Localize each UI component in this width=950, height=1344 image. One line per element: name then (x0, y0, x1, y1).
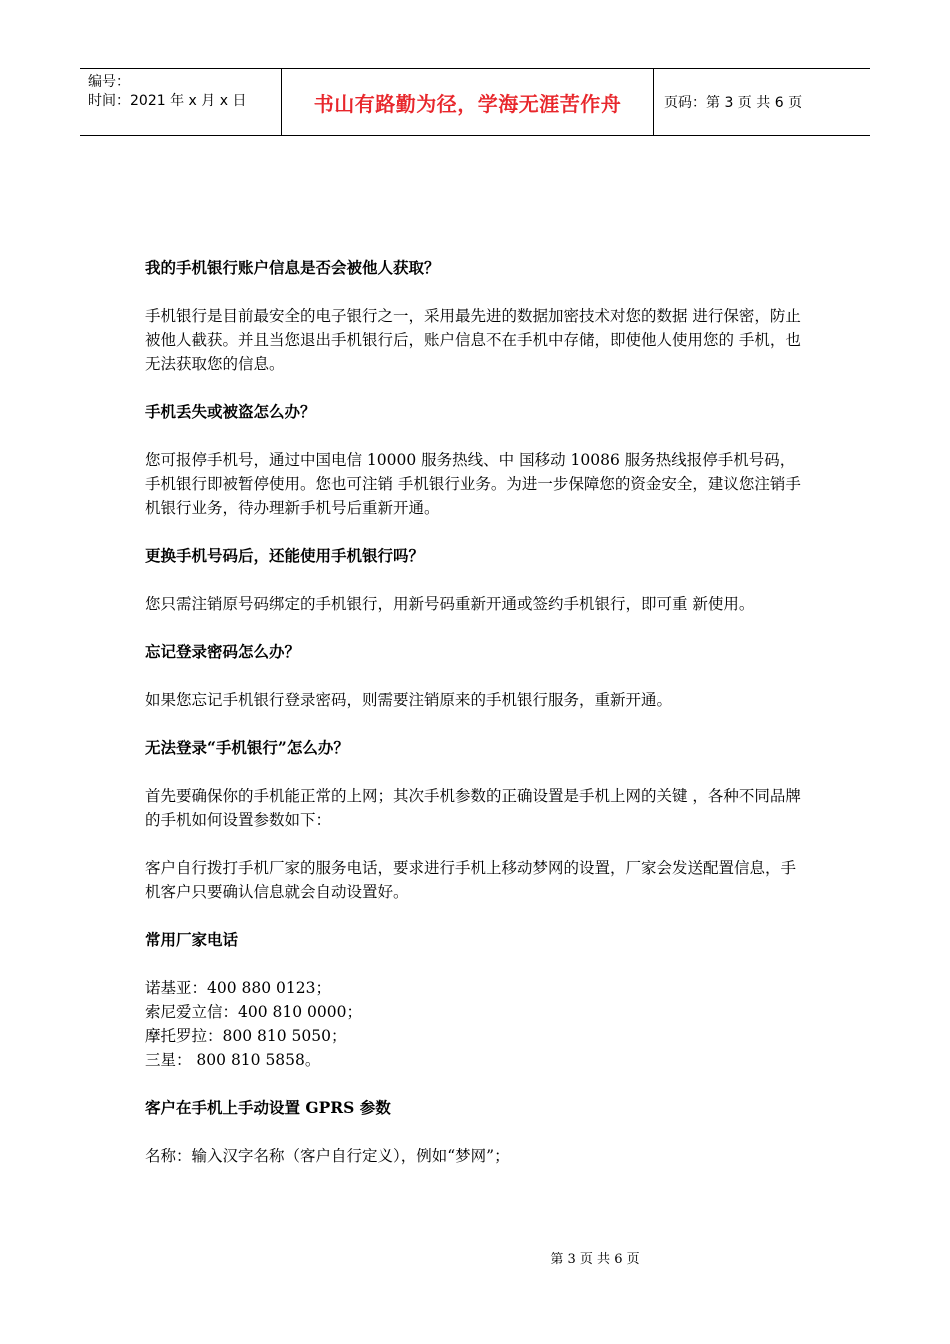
page-header (80, 68, 870, 136)
answer-paragraph: 您只需注销原号码绑定的手机银行，用新号码重新开通或签约手机银行，即可重 新使用。 (145, 595, 755, 613)
date-label: 时间：2021 年 x 月 x 日 (88, 93, 247, 109)
list-item: 诺基亚：400 880 0123； (145, 979, 331, 997)
list-item: 索尼爱立信：400 810 0000； (145, 1003, 362, 1021)
question-heading: 更换手机号码后，还能使用手机银行吗？ (145, 546, 425, 565)
question-heading: 手机丢失或被盗怎么办？ (145, 402, 316, 421)
answer-paragraph: 首先要确保你的手机能正常的上网；其次手机参数的正确设置是手机上网的关键 ，各种不同品牌的手机如何设置参数如下： (145, 787, 801, 829)
phone-list (145, 976, 810, 1072)
phones-heading: 常用厂家电话 (145, 930, 239, 949)
motto: 书山有路勤为径，学海无涯苦作舟 (313, 91, 622, 116)
question-heading: 我的手机银行账户信息是否会被他人获取？ (145, 258, 440, 277)
header-page-cell (654, 69, 870, 135)
answer-paragraph: 如果您忘记手机银行登录密码，则需要注销原来的手机银行服务，重新开通。 (145, 691, 673, 709)
answer-paragraph: 手机银行是目前最安全的电子银行之一，采用最先进的数据加密技术对您的数据 进行保密，防止被他人截获。并且当您退出手机银行后，账户信息不在手机中存储，即使他人使用您的 手机，也无法获取您的信息。 (145, 307, 801, 373)
answer-paragraph: 客户自行拨打手机厂家的服务电话，要求进行手机上移动梦网的设置，厂家会发送配置信息，手机客户只要确认信息就会自动设置好。 (145, 859, 797, 901)
answer-paragraph: 您可报停手机号，通过中国电信 10000 服务热线、中 国移动 10086 服务热线报停手机号码，手机银行即被暂停使用。您也可注销 手机银行业务。为进一步保障您的资金安全，建议您注销手机银行业务，待办理新手机号后重新开通。 (145, 451, 801, 517)
gprs-line: 名称：输入汉字名称（客户自行定义），例如“梦网”； (145, 1147, 510, 1165)
header-meta (80, 69, 282, 135)
list-item: 摩托罗拉：800 810 5050； (145, 1027, 347, 1045)
document-body (145, 256, 810, 1192)
question-heading: 无法登录“手机银行”怎么办？ (145, 738, 349, 757)
list-item: 三星： 800 810 5858。 (145, 1051, 321, 1069)
page-footer: 第 3 页 共 6 页 (550, 1252, 640, 1267)
question-heading: 忘记登录密码怎么办？ (145, 642, 301, 661)
page-label: 页码：第 3 页 共 6 页 (664, 95, 803, 111)
number-label: 编号： (88, 74, 130, 90)
header-motto-cell (282, 69, 654, 135)
gprs-heading: 客户在手机上手动设置 GPRS 参数 (145, 1098, 391, 1117)
